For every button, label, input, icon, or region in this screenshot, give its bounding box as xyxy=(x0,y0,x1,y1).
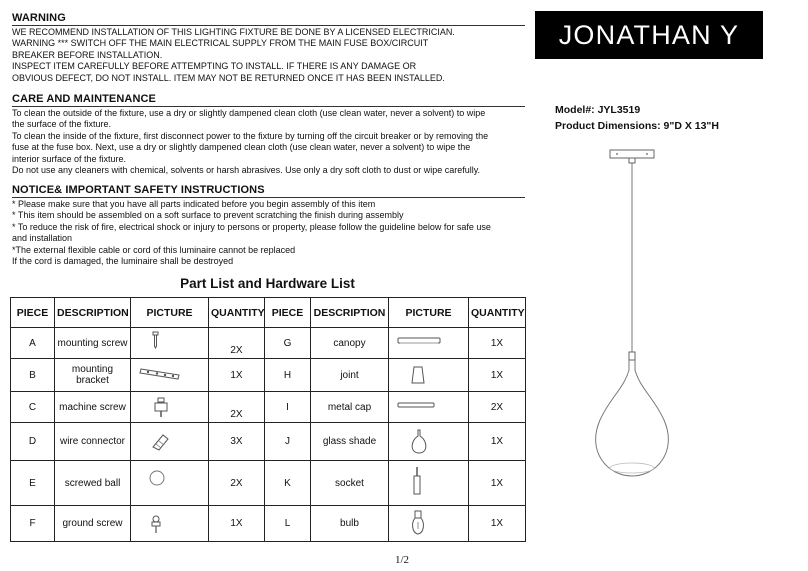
pendant-light-illustration xyxy=(580,140,690,480)
description-cell: mounting screw xyxy=(55,328,131,359)
care-line: To clean the inside of the fixture, first disconnect power to the fixture by turning off the circuit breaker or by removing the xyxy=(12,130,489,141)
care-line: fuse at the fuse box. Next, use a dry or slightly dampened clean cloth (use clean water, never a solvent) to wipe the xyxy=(12,142,471,153)
page-number: 1/2 xyxy=(395,554,410,566)
picture-cell xyxy=(389,461,469,506)
care-line: To clean the outside of the fixture, use a dry or slightly dampened clean cloth (use clean water, never a solvent) to wipe xyxy=(12,108,486,118)
safety-text xyxy=(12,199,525,267)
screw-icon xyxy=(135,330,205,356)
picture-cell xyxy=(389,359,469,392)
description-cell: bulb xyxy=(311,506,389,542)
picture-cell xyxy=(389,423,469,461)
table-header-row xyxy=(11,298,526,328)
piece-cell: A xyxy=(11,328,55,359)
warning-line: WARNING *** SWITCH OFF THE MAIN ELECTRICAL SUPPLY FROM THE MAIN FUSE BOX/CIRCUIT xyxy=(12,38,429,49)
safety-line: *The external flexible cable or cord of this luminaire cannot be replaced xyxy=(12,244,296,255)
table-row xyxy=(11,328,526,359)
table-row xyxy=(11,461,526,506)
care-title: CARE AND MAINTENANCE xyxy=(12,93,525,107)
care-section xyxy=(12,93,525,176)
header-description: DESCRIPTION xyxy=(55,298,131,328)
joint-icon xyxy=(394,363,464,387)
description-cell: wire connector xyxy=(55,423,131,461)
bulb-icon xyxy=(394,509,464,539)
safety-line: * To reduce the risk of fire, electrical shock or injury to persons or property, please follow the guideline below for safe use xyxy=(12,221,491,232)
piece-cell: E xyxy=(11,461,55,506)
safety-line: and installation xyxy=(12,233,73,244)
quantity-cell: 1X xyxy=(209,359,265,392)
description-cell: mounting bracket xyxy=(55,359,131,392)
header-picture: PICTURE xyxy=(131,298,209,328)
safety-section xyxy=(12,184,525,267)
piece-cell: J xyxy=(265,423,311,461)
picture-cell xyxy=(389,392,469,423)
bracket-icon xyxy=(135,363,205,387)
table-row xyxy=(11,392,526,423)
quantity-cell: 1X xyxy=(469,506,526,542)
quantity-cell: 2X xyxy=(209,461,265,506)
quantity-cell: 1X xyxy=(469,359,526,392)
metal-cap-icon xyxy=(394,397,464,417)
picture-cell xyxy=(131,328,209,359)
wire-connector-icon xyxy=(135,429,205,455)
care-line: Do not use any cleaners with chemical, solvents or harsh abrasives. Use only a dry soft cloth to dust or wipe carefully. xyxy=(12,165,481,176)
table-row xyxy=(11,423,526,461)
quantity-cell: 1X xyxy=(469,423,526,461)
parts-list-title: Part List and Hardware List xyxy=(180,276,355,291)
quantity-cell: 1X xyxy=(469,328,526,359)
piece-cell: K xyxy=(265,461,311,506)
header-picture: PICTURE xyxy=(389,298,469,328)
picture-cell xyxy=(389,506,469,542)
description-cell: canopy xyxy=(311,328,389,359)
safety-line: * Please make sure that you have all parts indicated before you begin assembly of this item xyxy=(12,199,376,209)
parts-table xyxy=(10,297,526,542)
quantity-cell: 2X xyxy=(209,392,265,423)
machine-screw-icon xyxy=(135,395,205,419)
quantity-cell: 2X xyxy=(209,328,265,359)
socket-icon xyxy=(394,466,464,500)
quantity-cell: 3X xyxy=(209,423,265,461)
warning-section xyxy=(12,12,525,84)
quantity-cell: 2X xyxy=(469,392,526,423)
care-line: interior surface of the fixture. xyxy=(12,153,127,164)
description-cell: screwed ball xyxy=(55,461,131,506)
glass-shade-icon xyxy=(394,427,464,457)
care-line: the surface of the fixture. xyxy=(12,119,112,130)
ball-icon xyxy=(135,468,205,498)
table-row xyxy=(11,359,526,392)
header-quantity: QUANTITY xyxy=(469,298,526,328)
warning-line: BREAKER BEFORE INSTALLATION. xyxy=(12,49,163,60)
table-row xyxy=(11,506,526,542)
quantity-cell: 1X xyxy=(209,506,265,542)
safety-line: If the cord is damaged, the luminaire shall be destroyed xyxy=(12,256,234,267)
model-number: Model#: JYL3519 xyxy=(555,104,641,116)
piece-cell: D xyxy=(11,423,55,461)
warning-line: INSPECT ITEM CAREFULLY BEFORE ATTEMPTING TO INSTALL. IF THERE IS ANY DAMAGE OR xyxy=(12,61,417,72)
piece-cell: L xyxy=(265,506,311,542)
picture-cell xyxy=(131,506,209,542)
product-info xyxy=(555,102,719,134)
warning-text xyxy=(12,27,525,84)
safety-title: NOTICE& IMPORTANT SAFETY INSTRUCTIONS xyxy=(12,184,525,198)
description-cell: metal cap xyxy=(311,392,389,423)
picture-cell xyxy=(131,461,209,506)
piece-cell: H xyxy=(265,359,311,392)
picture-cell xyxy=(131,392,209,423)
header-description: DESCRIPTION xyxy=(311,298,389,328)
picture-cell xyxy=(389,328,469,359)
safety-line: * This item should be assembled on a soft surface to prevent scratching the finish during assembly xyxy=(12,210,404,221)
product-dimensions: Product Dimensions: 9"D X 13"H xyxy=(555,120,719,132)
picture-cell xyxy=(131,359,209,392)
description-cell: glass shade xyxy=(311,423,389,461)
picture-cell xyxy=(131,423,209,461)
warning-line: OBVIOUS DEFECT, DO NOT INSTALL. ITEM MAY NOT BE RETURNED ONCE IT HAS BEEN INSTALLED. xyxy=(12,72,445,83)
piece-cell: C xyxy=(11,392,55,423)
piece-cell: G xyxy=(265,328,311,359)
header-quantity: QUANTITY xyxy=(209,298,265,328)
header-piece: PIECE xyxy=(265,298,311,328)
warning-title: WARNING xyxy=(12,12,525,26)
care-text xyxy=(12,108,525,176)
piece-cell: F xyxy=(11,506,55,542)
ground-screw-icon xyxy=(135,511,205,537)
header-piece: PIECE xyxy=(11,298,55,328)
description-cell: ground screw xyxy=(55,506,131,542)
piece-cell: I xyxy=(265,392,311,423)
brand-logo: JONATHAN Y xyxy=(535,11,763,59)
warning-line: WE RECOMMEND INSTALLATION OF THIS LIGHTING FIXTURE BE DONE BY A LICENSED ELECTRICIAN. xyxy=(12,27,455,37)
description-cell: machine screw xyxy=(55,392,131,423)
description-cell: joint xyxy=(311,359,389,392)
piece-cell: B xyxy=(11,359,55,392)
canopy-icon xyxy=(394,333,464,353)
quantity-cell: 1X xyxy=(469,461,526,506)
description-cell: socket xyxy=(311,461,389,506)
